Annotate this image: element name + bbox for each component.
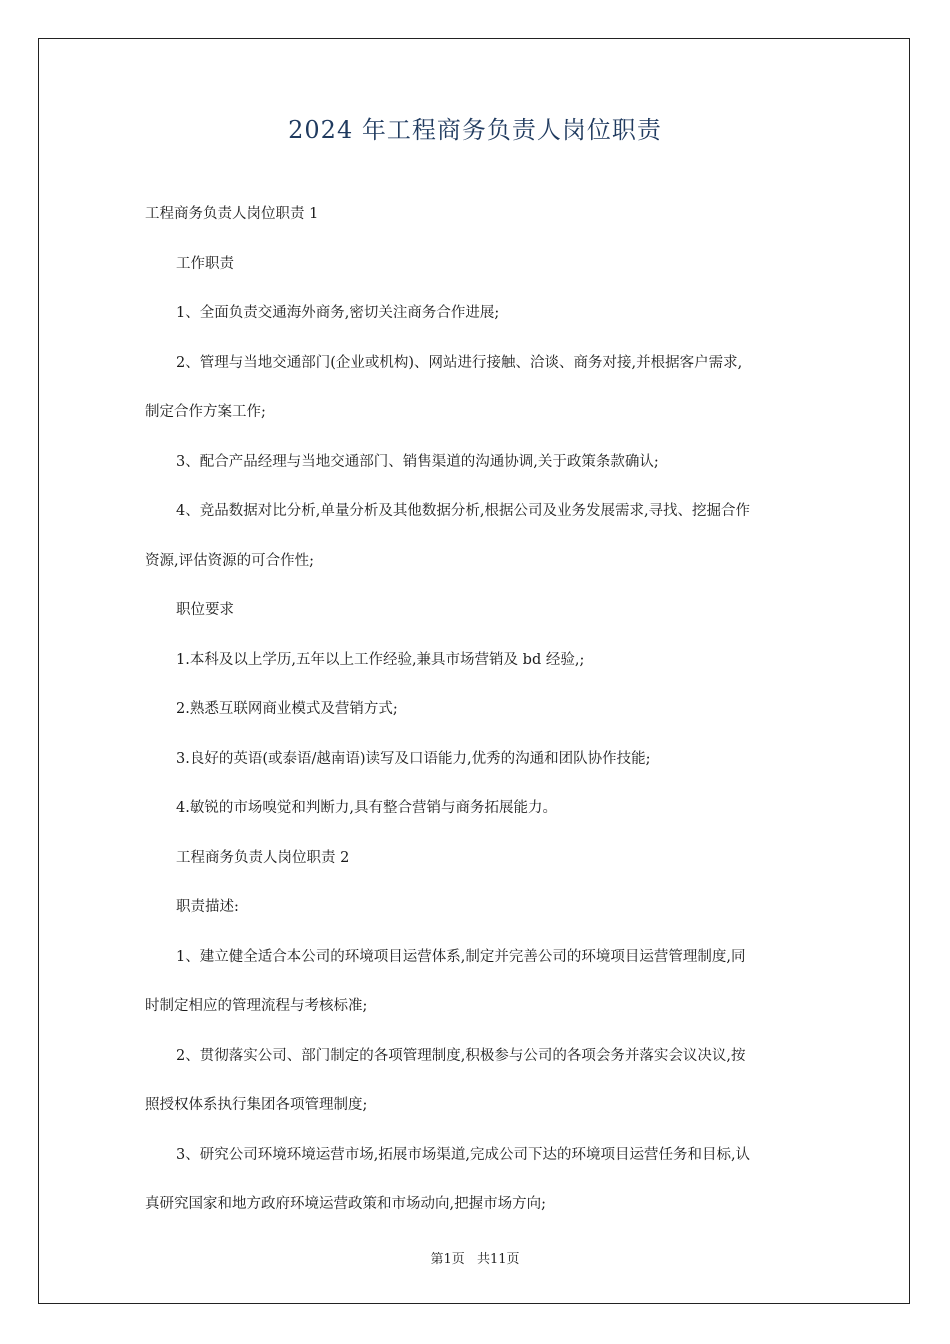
paragraph-line: 4、竞品数据对比分析,单量分析及其他数据分析,根据公司及业务发展需求,寻找、挖掘合作 <box>176 503 751 519</box>
paragraph-line: 2.熟悉互联网商业模式及营销方式; <box>176 701 398 717</box>
paragraph-line: 3、研究公司环境环境运营市场,拓展市场渠道,完成公司下达的环境项目运营任务和目标,认 <box>176 1146 751 1163</box>
paragraph-line: 1、全面负责交通海外商务,密切关注商务合作进展; <box>176 305 500 321</box>
paragraph-line: 照授权体系执行集团各项管理制度; <box>145 1097 368 1113</box>
paragraph-line: 2、贯彻落实公司、部门制定的各项管理制度,积极参与公司的各项会务并落实会议决议,按 <box>176 1047 746 1064</box>
page-footer <box>0 1248 950 1267</box>
paragraph-line: 3、配合产品经理与当地交通部门、销售渠道的沟通协调,关于政策条款确认; <box>176 453 659 470</box>
paragraph-line: 真研究国家和地方政府环境运营政策和市场动向,把握市场方向; <box>145 1196 546 1212</box>
page-total: 共11页 <box>476 1252 520 1267</box>
paragraph-line: 时制定相应的管理流程与考核标准; <box>145 998 368 1014</box>
paragraph-line: 职责描述: <box>176 899 239 915</box>
paragraph-line: 1、建立健全适合本公司的环境项目运营体系,制定并完善公司的环境项目运营管理制度,同 <box>176 948 746 965</box>
paragraph-line: 工作职责 <box>176 255 234 272</box>
paragraph-line: 工程商务负责人岗位职责 1 <box>145 206 319 222</box>
paragraph-line: 1.本科及以上学历,五年以上工作经验,兼具市场营销及 bd 经验,; <box>176 651 585 668</box>
paragraph-line: 2、管理与当地交通部门(企业或机构)、网站进行接触、洽谈、商务对接,并根据客户需求, <box>176 354 743 371</box>
paragraph-line: 制定合作方案工作; <box>145 404 266 420</box>
page-number: 第1页 <box>430 1252 465 1267</box>
paragraph-line: 职位要求 <box>176 602 234 618</box>
document-body <box>145 194 810 1234</box>
paragraph-line: 资源,评估资源的可合作性; <box>145 552 314 569</box>
paragraph-line: 4.敏锐的市场嗅觉和判断力,具有整合营销与商务拓展能力。 <box>176 800 557 816</box>
paragraph-line: 3.良好的英语(或泰语/越南语)读写及口语能力,优秀的沟通和团队协作技能; <box>176 750 651 767</box>
document-title: 2024 年工程商务负责人岗位职责 <box>288 116 662 144</box>
paragraph-line: 工程商务负责人岗位职责 2 <box>176 849 350 866</box>
